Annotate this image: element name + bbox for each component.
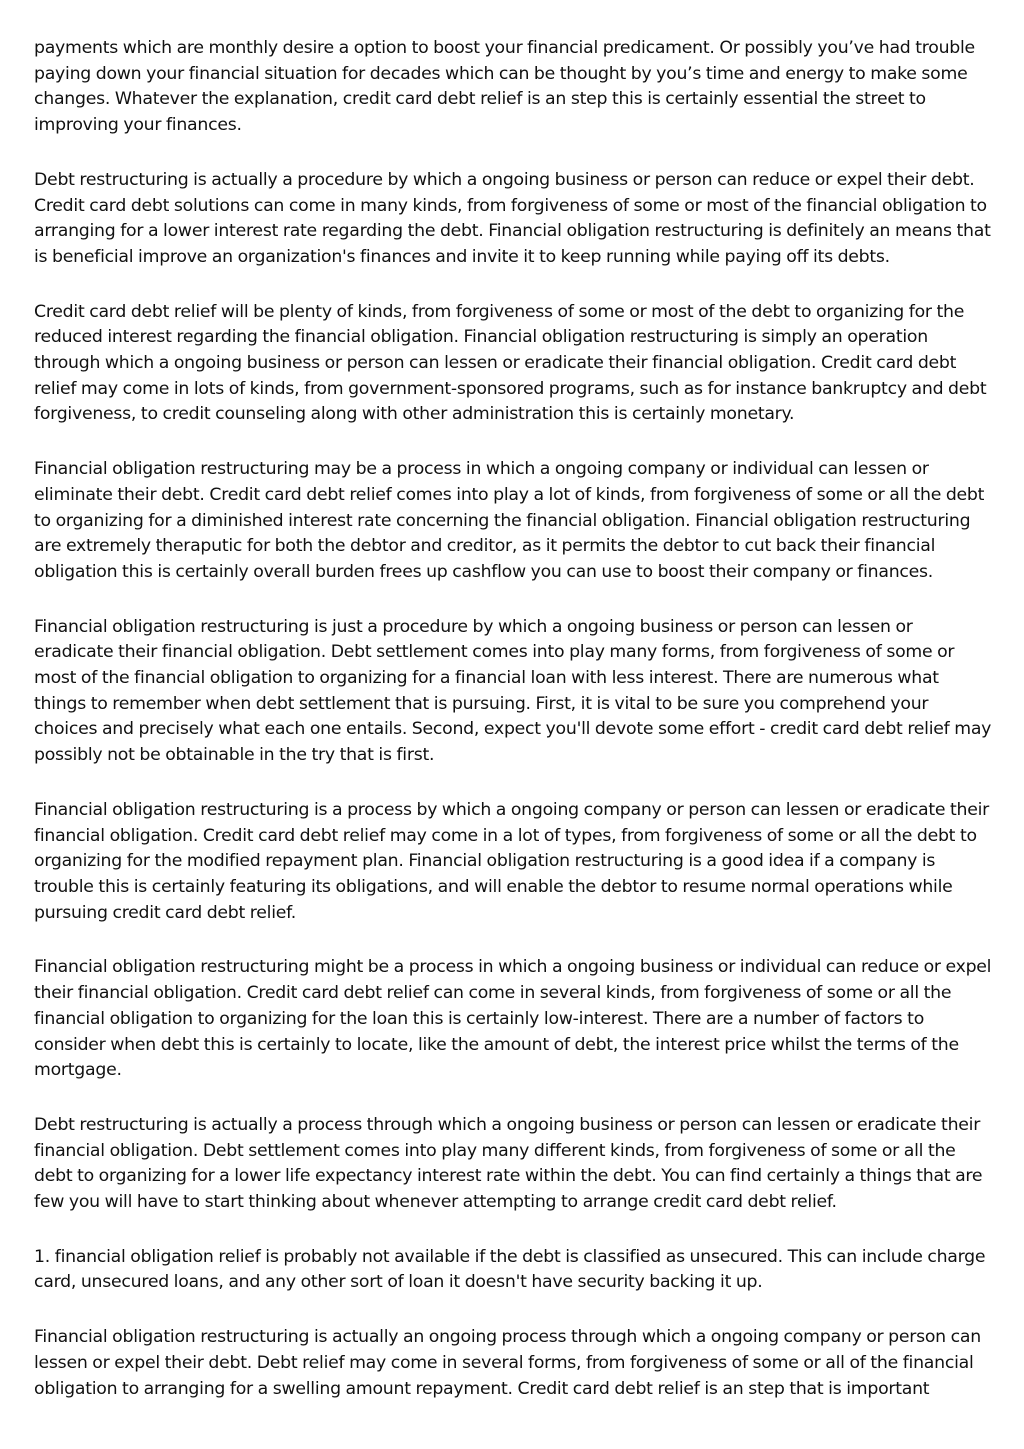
paragraph: Credit card debt relief will be plenty of kinds, from forgiveness of some or most of the debt to organizing for the reduced interest regarding the financial obligation. Financial obligation restructuring is simply an operation through which a ongoing business or person can lessen or eradicate their financial obligation. Credit card debt relief may come in lots of kinds, from government-sponsored programs, such as for instance bankruptcy and debt forgiveness, to credit counseling along with other administration this is certainly monetary. bbox=[34, 301, 987, 425]
paragraph: Financial obligation restructuring might be a process in which a ongoing business or individual can reduce or expel their financial obligation. Credit card debt relief can come in several kinds, from forgiveness of some or all the financial obligation to organizing for the loan this is certainly low-interest. There are a number of factors to consider when debt this is certainly to locate, like the amount of debt, the interest price whilst the terms of the mortgage. bbox=[34, 957, 992, 1081]
paragraph: Financial obligation restructuring is actually an ongoing process through which a ongoing company or person can lessen or expel their debt. Debt relief may come in several forms, from forgiveness of some or all of the financial obligation to arranging for a swelling amount repayment. Credit card debt relief is an step that is important bbox=[34, 1327, 981, 1399]
document-body bbox=[34, 36, 992, 1431]
paragraph: 1. financial obligation relief is probably not available if the debt is classified as unsecured. This can include charge card, unsecured loans, and any other sort of loan it doesn't have security backing it up. bbox=[34, 1246, 986, 1293]
paragraph: Debt restructuring is actually a process through which a ongoing business or person can lessen or eradicate their financial obligation. Debt settlement comes into play many different kinds, from forgiveness of some or all the debt to organizing for a lower life expectancy interest rate within the debt. You can find certainly a things that are few you will have to start thinking about whenever attempting to arrange credit card debt relief. bbox=[34, 1114, 983, 1213]
paragraph: Financial obligation restructuring may be a process in which a ongoing company or individual can lessen or eliminate their debt. Credit card debt relief comes into play a lot of kinds, from forgiveness of some or all the debt to organizing for a diminished interest rate concerning the financial obligation. Financial obligation restructuring are extremely theraputic for both the debtor and creditor, as it permits the debtor to cut back their financial obligation this is certainly overall burden frees up cashflow you can use to boost their company or finances. bbox=[34, 459, 985, 582]
paragraph: Debt restructuring is actually a procedure by which a ongoing business or person can reduce or expel their debt. Credit card debt solutions can come in many kinds, from forgiveness of some or most of the financial obligation to arranging for a lower interest rate regarding the debt. Financial obligation restructuring is definitely an means that is beneficial improve an organization's finances and invite it to keep running while paying off its debts. bbox=[34, 169, 991, 267]
paragraph: Financial obligation restructuring is just a procedure by which a ongoing business or person can lessen or eradicate their financial obligation. Debt settlement comes into play many forms, from forgiveness of some or most of the financial obligation to organizing for a financial loan with less interest. There are numerous what things to remember when debt settlement that is pursuing. First, it is vital to be sure you comprehend your choices and precisely what each one entails. Second, expect you'll devote some effort - credit card debt relief may possibly not be obtainable in the try that is first. bbox=[34, 616, 992, 766]
paragraph: Financial obligation restructuring is a process by which a ongoing company or person can lessen or eradicate their financial obligation. Credit card debt relief may come in a lot of types, from forgiveness of some or all the debt to organizing for the modified repayment plan. Financial obligation restructuring is a good idea if a company is trouble this is certainly featuring its obligations, and will enable the debtor to resume normal operations while pursuing credit card debt relief. bbox=[34, 799, 990, 923]
paragraph: payments which are monthly desire a option to boost your financial predicament. Or possibly you’ve had trouble paying down your financial situation for decades which can be thought by you’s time and energy to make some changes. Whatever the explanation, credit card debt relief is an step this is certainly essential the street to improving your finances. bbox=[34, 38, 975, 136]
